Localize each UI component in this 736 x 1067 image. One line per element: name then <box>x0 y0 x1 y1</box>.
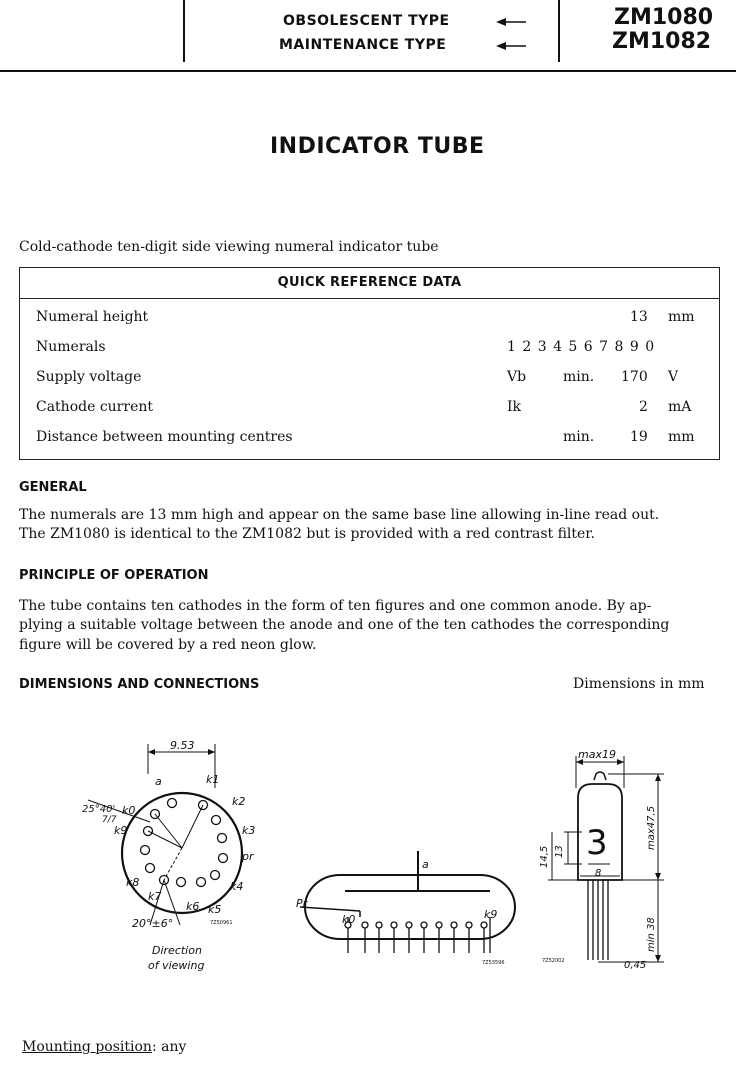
label-k0: k0 <box>122 804 136 817</box>
label-a: a <box>155 775 162 788</box>
label-k8: k8 <box>126 876 140 889</box>
direction-line-2: of viewing <box>148 959 205 972</box>
schematic-drawing-code: 7Z53596 <box>482 960 505 966</box>
qr-qualifier: min. <box>563 429 595 445</box>
qr-label: Numerals <box>36 339 106 355</box>
principle-line-3: figure will be covered by a red neon glow. <box>19 637 317 653</box>
dimensions-heading: DIMENSIONS AND CONNECTIONS <box>19 677 260 692</box>
qr-unit: mm <box>668 309 695 325</box>
dim-13: 13 <box>554 845 565 858</box>
qr-value: 13 <box>630 309 648 325</box>
qr-unit: mA <box>668 399 692 415</box>
page-title: INDICATOR TUBE <box>270 134 485 159</box>
qr-unit: V <box>668 369 679 385</box>
schematic-k9: k9 <box>484 908 498 921</box>
base-pin-diagram <box>60 730 280 980</box>
qr-value: 170 <box>621 369 648 385</box>
qr-row-mounting-distance <box>20 422 719 452</box>
qr-row-numerals <box>20 332 719 362</box>
header-divider-left <box>183 0 185 62</box>
qr-symbol: Ik <box>507 399 522 415</box>
label-k4: k4 <box>230 880 244 893</box>
header-divider-right <box>558 0 560 62</box>
dim-14-5: 14,5 <box>539 845 550 868</box>
type-zm1080: ZM1080 <box>614 5 714 30</box>
arrow-left-icon <box>496 14 530 54</box>
mounting-value: any <box>161 1039 187 1055</box>
base-drawing-code: 7Z50961 <box>210 920 233 926</box>
qr-label: Cathode current <box>36 399 153 415</box>
label-k3: k3 <box>242 824 256 837</box>
dimensions-units-note: Dimensions in mm <box>573 676 705 692</box>
qr-qualifier: min. <box>563 369 595 385</box>
mounting-label: Mounting position <box>22 1039 152 1055</box>
qr-label: Numeral height <box>36 309 149 325</box>
dim-max19: max19 <box>578 748 616 761</box>
quick-reference-heading: QUICK REFERENCE DATA <box>20 268 719 299</box>
schematic-anode: a <box>422 858 429 871</box>
status-maintenance: MAINTENANCE TYPE <box>279 37 447 53</box>
mounting-colon: : <box>151 1039 157 1055</box>
outline-drawing-code: 7Z52002 <box>542 958 565 964</box>
dim-lead-dia: 0,45 <box>624 960 647 971</box>
label-k9: k9 <box>114 824 128 837</box>
schematic-prime: Pr <box>296 897 308 910</box>
direction-line-1: Direction <box>152 944 202 957</box>
qr-numerals: 1 2 3 4 5 6 7 8 9 0 <box>507 339 656 355</box>
dim-min38: min 38 <box>646 917 657 952</box>
status-obsolescent: OBSOLESCENT TYPE <box>283 13 450 29</box>
label-k6: k6 <box>186 900 200 913</box>
subtitle: Cold-cathode ten-digit side viewing numeral indicator tube <box>19 239 439 255</box>
qr-label: Supply voltage <box>36 369 142 385</box>
label-k5: k5 <box>208 903 222 916</box>
qr-label: Distance between mounting centres <box>36 429 293 445</box>
principle-line-2: plying a suitable voltage between the anode and one of the ten cathodes the corresponding <box>19 617 670 633</box>
qr-value: 19 <box>630 429 648 445</box>
qr-row-cathode-current <box>20 392 719 422</box>
angle-tolerance: 20°±6° <box>132 917 174 930</box>
qr-value: 2 <box>639 399 648 415</box>
header-rule <box>0 70 736 72</box>
tube-schematic <box>290 845 530 970</box>
qr-row-numeral-height <box>20 302 719 332</box>
qr-row-supply-voltage <box>20 362 719 392</box>
general-heading: GENERAL <box>19 480 87 495</box>
label-k7: k7 <box>148 890 162 903</box>
dim-9-53: 9.53 <box>170 739 195 752</box>
tube-outline <box>538 740 688 975</box>
mounting-line <box>22 1038 186 1056</box>
general-line-2: The ZM1080 is identical to the ZM1082 but is provided with a red contrast filter. <box>19 526 595 542</box>
outline-numeral: 3 <box>586 823 608 863</box>
schematic-k0: k0 <box>342 913 356 926</box>
label-pr: pr <box>242 850 254 863</box>
general-line-1: The numerals are 13 mm high and appear on the same base line allowing in-line read out. <box>19 507 660 523</box>
label-k2: k2 <box>232 795 246 808</box>
type-zm1082: ZM1082 <box>612 29 712 54</box>
label-k1: k1 <box>206 773 220 786</box>
qr-symbol: Vb <box>507 369 527 385</box>
angle-label: 25°40' <box>82 804 116 815</box>
principle-line-1: The tube contains ten cathodes in the form of ten figures and one common anode. By ap- <box>19 598 652 614</box>
principle-heading: PRINCIPLE OF OPERATION <box>19 568 209 583</box>
dim-8: 8 <box>595 868 602 879</box>
quick-reference-box <box>19 267 720 460</box>
angle-sub: 7/7 <box>102 815 117 825</box>
qr-unit: mm <box>668 429 695 445</box>
dim-max47-5: max47,5 <box>646 805 657 850</box>
